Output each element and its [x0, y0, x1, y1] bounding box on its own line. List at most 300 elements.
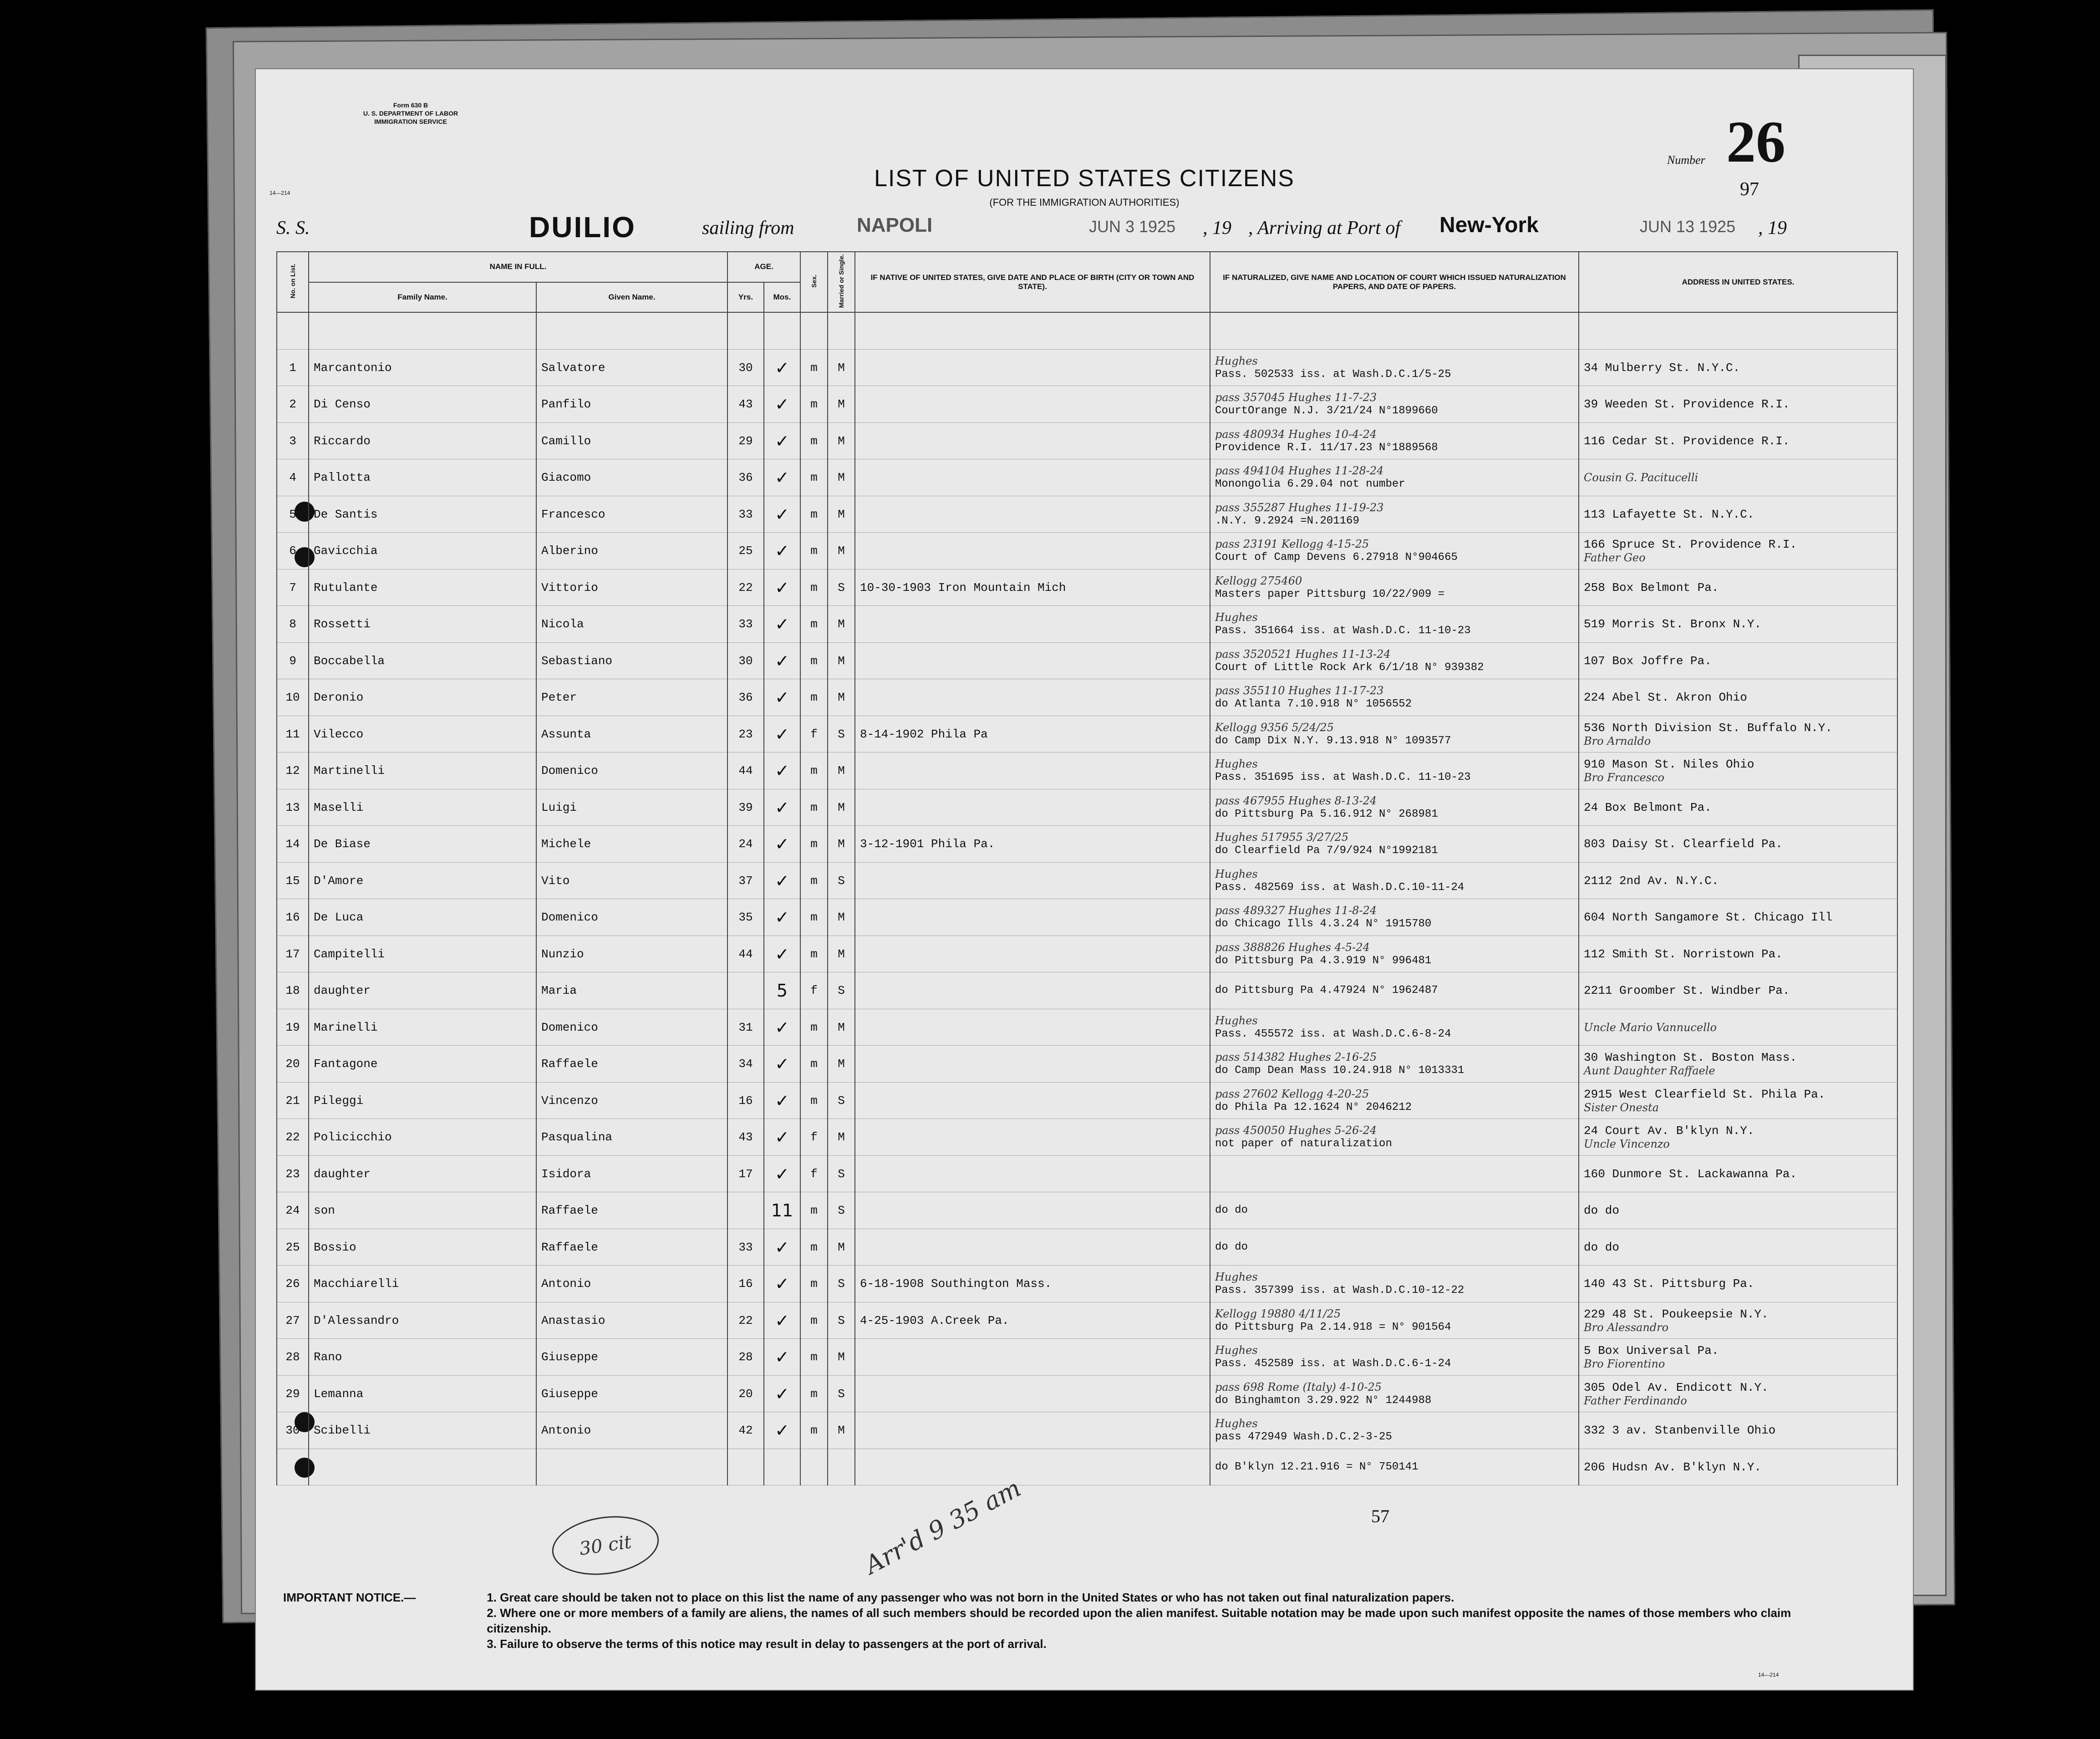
age-months	[764, 569, 800, 606]
naturalization-info-text: do Camp Dean Mass 10.24.918 N° 1013331	[1215, 1064, 1464, 1077]
marital-status-text: S	[838, 727, 845, 741]
naturalization-info	[1210, 936, 1579, 972]
marital-status-text: M	[838, 617, 845, 631]
sex-text: m	[810, 397, 818, 411]
passenger-row	[277, 1412, 1897, 1449]
family-name-text: Gavicchia	[314, 544, 378, 558]
naturalization-info	[1210, 1009, 1579, 1046]
marital-status-text: S	[838, 1313, 845, 1327]
address	[1579, 1192, 1897, 1229]
sex	[800, 716, 828, 753]
age-months	[764, 459, 800, 496]
marital-status-text: M	[838, 1020, 845, 1034]
handwritten-note: Arr'd 9 35 am	[860, 1473, 1026, 1580]
row-number	[277, 1412, 309, 1449]
handwritten-annotation: Hughes 517955 3/27/25	[1215, 831, 1349, 844]
naturalization-info-text: Court of Camp Devens 6.27918 N°904665	[1215, 551, 1458, 564]
sex-text: m	[810, 874, 818, 888]
row-number-text: 2	[289, 397, 296, 411]
row-number	[277, 1155, 309, 1192]
age-months	[764, 1119, 800, 1156]
sex-text: m	[810, 1093, 818, 1108]
sex	[800, 459, 828, 496]
header-family-name: Family Name.	[309, 282, 536, 313]
age-years	[727, 1119, 764, 1156]
row-number	[277, 679, 309, 716]
family-name-text: D'Amore	[314, 874, 364, 888]
page-number: 26	[1726, 109, 1785, 175]
passenger-row	[277, 422, 1897, 459]
given-name	[536, 569, 727, 606]
family-name	[309, 422, 536, 459]
sex-text: f	[810, 727, 818, 741]
age-years	[727, 789, 764, 826]
marital-status	[828, 642, 855, 679]
given-name-text: Pasqualina	[541, 1130, 613, 1144]
family-name-text: Campitelli	[314, 947, 385, 961]
naturalization-info	[1210, 1192, 1579, 1229]
age-years	[727, 642, 764, 679]
marital-status-text: M	[838, 691, 845, 704]
birth-info	[855, 1339, 1210, 1376]
row-number	[277, 422, 309, 459]
age-years-text: 36	[738, 691, 753, 704]
header-address: ADDRESS IN UNITED STATES.	[1579, 252, 1897, 312]
form-number: Form 630 B	[393, 102, 428, 109]
marital-status	[828, 1046, 855, 1083]
passenger-row	[277, 459, 1897, 496]
handwritten-annotation: Uncle Mario Vannucello	[1584, 1021, 1717, 1034]
age-months-text: ✓	[775, 1017, 789, 1037]
handwritten-annotation: Bro Arnaldo	[1584, 734, 1651, 747]
sex-text: m	[810, 580, 818, 595]
passenger-row	[277, 1046, 1897, 1083]
birth-info-text: 6-18-1908 Southington Mass.	[860, 1277, 1052, 1291]
address	[1579, 716, 1897, 753]
address-text: 2211 Groomber St. Windber Pa.	[1584, 984, 1790, 997]
row-number	[277, 862, 309, 899]
given-name	[536, 862, 727, 899]
naturalization-info	[1210, 789, 1579, 826]
naturalization-info-text: do do	[1215, 1204, 1248, 1216]
age-months-text: ✓	[775, 724, 789, 744]
row-number-text: 11	[285, 727, 300, 741]
sex	[800, 1155, 828, 1192]
age-months-text: ✓	[775, 541, 789, 561]
notice-item-2: 2. Where one or more members of a family are aliens, the names of all such members should be recorded upon the alien manifest. Suitable notation may be made upon such manifest opposite the names of those members who claim citizenship.	[487, 1606, 1791, 1635]
address	[1579, 422, 1897, 459]
address	[1579, 789, 1897, 826]
family-name-text: De Biase	[314, 837, 371, 851]
address	[1579, 533, 1897, 569]
address-text: do do	[1584, 1204, 1620, 1217]
marital-status	[828, 533, 855, 569]
given-name-text: Anastasio	[541, 1313, 605, 1327]
passenger-row	[277, 1155, 1897, 1192]
naturalization-info-text: do do	[1215, 1241, 1248, 1253]
sex	[800, 1375, 828, 1412]
address	[1579, 1009, 1897, 1046]
marital-status	[828, 753, 855, 789]
arrival-port: New-York	[1439, 213, 1539, 237]
passenger-row	[277, 1266, 1897, 1302]
given-name-text: Domenico	[541, 1020, 598, 1034]
age-years-text: 28	[738, 1350, 753, 1364]
age-years-text: 33	[738, 617, 753, 631]
age-years	[727, 1046, 764, 1083]
given-name-text: Giuseppe	[541, 1350, 598, 1364]
passenger-row	[277, 753, 1897, 789]
family-name	[309, 533, 536, 569]
family-name	[309, 1412, 536, 1449]
row-number	[277, 569, 309, 606]
age-months	[764, 1375, 800, 1412]
row-number-text: 10	[285, 691, 300, 704]
given-name-text: Francesco	[541, 507, 605, 521]
row-number-text: 12	[285, 764, 300, 778]
age-months	[764, 679, 800, 716]
family-name-text: Rutulante	[314, 580, 378, 595]
age-months-text: ✓	[775, 870, 789, 891]
marital-status	[828, 899, 855, 936]
row-number-text: 29	[285, 1387, 300, 1401]
naturalization-info-text: do Pittsburg Pa 2.14.918 = N° 901564	[1215, 1321, 1451, 1333]
naturalization-info-text: not paper of naturalization	[1215, 1138, 1392, 1150]
row-number	[277, 349, 309, 386]
naturalization-info-text: do Phila Pa 12.1624 N° 2046212	[1215, 1101, 1412, 1114]
birth-info	[855, 1229, 1210, 1266]
passenger-row	[277, 1375, 1897, 1412]
marital-status	[828, 862, 855, 899]
given-name	[536, 496, 727, 533]
birth-info	[855, 716, 1210, 753]
row-number	[277, 642, 309, 679]
family-name-text: Maselli	[314, 800, 364, 814]
sex-text: m	[810, 654, 818, 668]
sex-text: m	[810, 800, 818, 814]
birth-info	[855, 422, 1210, 459]
naturalization-info	[1210, 349, 1579, 386]
address-text: 116 Cedar St. Providence R.I.	[1584, 434, 1790, 448]
age-months	[764, 422, 800, 459]
family-name-text: Rano	[314, 1350, 342, 1364]
birth-info	[855, 1082, 1210, 1119]
family-name	[309, 972, 536, 1009]
age-years-text: 33	[738, 1240, 753, 1254]
family-name	[309, 1449, 536, 1485]
birth-info	[855, 1155, 1210, 1192]
marital-status	[828, 1449, 855, 1485]
given-name	[536, 753, 727, 789]
age-years-text: 34	[738, 1057, 753, 1071]
birth-info	[855, 1046, 1210, 1083]
age-years	[727, 1339, 764, 1376]
naturalization-info-text: Pass. 502533 iss. at Wash.D.C.1/5-25	[1215, 368, 1451, 381]
sex-text: m	[810, 947, 818, 961]
address-text: 910 Mason St. Niles Ohio	[1584, 758, 1754, 771]
departure-port: NAPOLI	[857, 214, 933, 236]
family-name	[309, 1339, 536, 1376]
row-number	[277, 1009, 309, 1046]
address-text: 39 Weeden St. Providence R.I.	[1584, 397, 1790, 411]
given-name-text: Domenico	[541, 910, 598, 924]
age-years-text: 25	[738, 544, 753, 558]
given-name-text: Camillo	[541, 434, 591, 448]
marital-status-text: S	[838, 984, 845, 997]
given-name-text: Nicola	[541, 617, 584, 631]
notice-item-1: 1. Great care should be taken not to place on this list the name of any passenger who was not born in the United States or who has not taken out final naturalization papers.	[487, 1591, 1454, 1604]
handwritten-annotation: Hughes	[1215, 354, 1258, 367]
birth-info	[855, 569, 1210, 606]
naturalization-info	[1210, 1082, 1579, 1119]
row-number-text: 9	[289, 654, 296, 668]
family-name-text: daughter	[314, 984, 371, 997]
marital-status	[828, 972, 855, 1009]
address	[1579, 679, 1897, 716]
handwritten-annotation: pass 355110 Hughes 11-17-23	[1215, 684, 1384, 697]
row-number-text: 6	[289, 544, 296, 558]
arriving-label: , Arriving at Port of	[1248, 218, 1401, 239]
row-number-text: 25	[285, 1240, 300, 1254]
age-months-text: ✓	[775, 1237, 789, 1257]
voyage-line	[256, 206, 1913, 251]
naturalization-info-text: Monongolia 6.29.04 not number	[1215, 478, 1405, 490]
age-years	[727, 1192, 764, 1229]
row-number-text: 20	[285, 1057, 300, 1071]
age-years-text: 23	[738, 727, 753, 741]
family-name	[309, 826, 536, 863]
given-name	[536, 716, 727, 753]
naturalization-info-text: do Clearfield Pa 7/9/924 N°1992181	[1215, 844, 1438, 857]
birth-info	[855, 496, 1210, 533]
given-name-text: Antonio	[541, 1424, 591, 1437]
handwritten-annotation: Father Geo	[1584, 551, 1646, 564]
sex	[800, 606, 828, 643]
naturalization-info-text: .N.Y. 9.2924 =N.201169	[1215, 514, 1359, 527]
sex-text: m	[810, 617, 818, 631]
family-name	[309, 936, 536, 972]
given-name	[536, 1192, 727, 1229]
age-months	[764, 1155, 800, 1192]
address-text: 803 Daisy St. Clearfield Pa.	[1584, 837, 1783, 851]
birth-info	[855, 972, 1210, 1009]
age-months-text: ✓	[775, 1090, 789, 1111]
handwritten-annotation: Father Ferdinando	[1584, 1394, 1687, 1407]
age-years-text: 16	[738, 1277, 753, 1291]
passenger-row	[277, 679, 1897, 716]
row-number-text: 24	[285, 1204, 300, 1217]
row-number	[277, 972, 309, 1009]
family-name-text: De Santis	[314, 507, 378, 521]
marital-status-text: S	[838, 1277, 845, 1291]
family-name	[309, 496, 536, 533]
family-name	[309, 1155, 536, 1192]
given-name-text: Giuseppe	[541, 1387, 598, 1401]
given-name	[536, 1449, 727, 1485]
marital-status	[828, 1375, 855, 1412]
address	[1579, 1412, 1897, 1449]
given-name-text: Vito	[541, 874, 570, 888]
age-years	[727, 899, 764, 936]
family-name	[309, 679, 536, 716]
family-name-text: Fantagone	[314, 1057, 378, 1071]
row-number	[277, 1302, 309, 1339]
handwritten-annotation: Hughes	[1215, 758, 1258, 770]
sex-text: m	[810, 1313, 818, 1327]
row-number-text: 28	[285, 1350, 300, 1364]
given-name	[536, 1119, 727, 1156]
given-name-text: Salvatore	[541, 361, 605, 375]
form-header	[342, 101, 479, 126]
row-number	[277, 1266, 309, 1302]
family-name	[309, 1229, 536, 1266]
naturalization-info-text: Pass. 351664 iss. at Wash.D.C. 11-10-23	[1215, 625, 1471, 637]
age-years	[727, 972, 764, 1009]
naturalization-info	[1210, 1375, 1579, 1412]
sex	[800, 1339, 828, 1376]
handwritten-annotation: pass 698 Rome (Italy) 4-10-25	[1215, 1380, 1382, 1393]
marital-status-text: M	[838, 654, 845, 668]
age-months-text: 11	[771, 1200, 793, 1220]
age-months	[764, 936, 800, 972]
passenger-row	[277, 606, 1897, 643]
address-text: 258 Box Belmont Pa.	[1584, 580, 1719, 595]
marital-status-text: M	[838, 764, 845, 778]
sex	[800, 753, 828, 789]
given-name	[536, 1412, 727, 1449]
sex-text: m	[810, 1204, 818, 1217]
row-number-text: 13	[285, 800, 300, 814]
address-text: 166 Spruce St. Providence R.I.	[1584, 538, 1797, 551]
address	[1579, 862, 1897, 899]
notice-item-3: 3. Failure to observe the terms of this notice may result in delay to passengers at the port of arrival.	[487, 1637, 1047, 1651]
sex	[800, 1009, 828, 1046]
header-given-name: Given Name.	[536, 282, 727, 313]
naturalization-info-text: Providence R.I. 11/17.23 N°1889568	[1215, 441, 1438, 454]
row-number-text: 22	[285, 1130, 300, 1144]
passenger-row	[277, 789, 1897, 826]
sex-text: f	[810, 984, 818, 997]
age-years	[727, 1375, 764, 1412]
naturalization-info-text: Pass. 452589 iss. at Wash.D.C.6-1-24	[1215, 1358, 1451, 1370]
birth-info	[855, 606, 1210, 643]
family-name	[309, 1119, 536, 1156]
row-number-text: 3	[289, 434, 296, 448]
family-name-text: Riccardo	[314, 434, 371, 448]
row-number	[277, 899, 309, 936]
handwritten-annotation: pass 467955 Hughes 8-13-24	[1215, 794, 1377, 807]
blank-row	[277, 312, 1897, 349]
birth-info	[855, 1302, 1210, 1339]
page-count: 57	[1371, 1506, 1389, 1526]
age-months-text: ✓	[775, 1420, 789, 1440]
address-text: 536 North Division St. Buffalo N.Y.	[1584, 721, 1833, 735]
age-months	[764, 349, 800, 386]
age-years-text: 17	[738, 1167, 753, 1181]
marital-status-text: M	[838, 397, 845, 411]
birth-info-text: 10-30-1903 Iron Mountain Mich	[860, 580, 1066, 595]
age-years	[727, 1449, 764, 1485]
row-number	[277, 753, 309, 789]
birth-info	[855, 386, 1210, 423]
given-name	[536, 459, 727, 496]
age-years-text: 36	[738, 471, 753, 484]
naturalization-info-text: do Camp Dix N.Y. 9.13.918 N° 1093577	[1215, 734, 1451, 747]
naturalization-info-text: do Atlanta 7.10.918 N° 1056552	[1215, 698, 1412, 710]
family-name-text: Macchiarelli	[314, 1277, 399, 1291]
birth-info	[855, 753, 1210, 789]
header-naturalized: IF NATURALIZED, GIVE NAME AND LOCATION OF COURT WHICH ISSUED NATURALIZATION PAPERS, AND DATE OF PAPERS.	[1210, 252, 1579, 312]
given-name	[536, 642, 727, 679]
address-text: 224 Abel St. Akron Ohio	[1584, 691, 1747, 704]
handwritten-annotation: Hughes	[1215, 1271, 1258, 1283]
birth-info	[855, 1009, 1210, 1046]
age-months	[764, 386, 800, 423]
sex	[800, 533, 828, 569]
passenger-row	[277, 496, 1897, 533]
marital-status	[828, 679, 855, 716]
year-suffix: , 19	[1758, 218, 1787, 239]
age-years-text: 20	[738, 1387, 753, 1401]
sex	[800, 936, 828, 972]
age-months-text: ✓	[775, 577, 789, 598]
sex-text: m	[810, 507, 818, 521]
birth-info	[855, 679, 1210, 716]
page-title: LIST OF UNITED STATES CITIZENS	[874, 165, 1295, 192]
marital-status-text: M	[838, 434, 845, 448]
naturalization-info-text: Court of Little Rock Ark 6/1/18 N° 939382	[1215, 661, 1484, 674]
family-name-text: Vilecco	[314, 727, 364, 741]
form-code: 14—214	[269, 190, 290, 196]
row-number-text: 26	[285, 1277, 300, 1291]
address-text: 2915 West Clearfield St. Phila Pa.	[1584, 1087, 1825, 1101]
handwritten-annotation: pass 489327 Hughes 11-8-24	[1215, 904, 1377, 917]
address-text: 24 Court Av. B'klyn N.Y.	[1584, 1124, 1754, 1138]
handwritten-annotation: pass 357045 Hughes 11-7-23	[1215, 391, 1377, 404]
sex	[800, 642, 828, 679]
handwritten-annotation: pass 388826 Hughes 4-5-24	[1215, 941, 1370, 954]
birth-info	[855, 1449, 1210, 1485]
family-name-text: Scibelli	[314, 1424, 371, 1437]
sex	[800, 1082, 828, 1119]
given-name	[536, 899, 727, 936]
handwritten-annotation: pass 355287 Hughes 11-19-23	[1215, 501, 1384, 514]
age-months	[764, 826, 800, 863]
address	[1579, 459, 1897, 496]
marital-status-text: S	[838, 1387, 845, 1401]
notice-items	[487, 1590, 1848, 1652]
sex-text: m	[810, 691, 818, 704]
given-name-text: Nunzio	[541, 947, 584, 961]
marital-status	[828, 496, 855, 533]
naturalization-info-text: pass 472949 Wash.D.C.2-3-25	[1215, 1431, 1392, 1443]
age-months	[764, 716, 800, 753]
row-number	[277, 1229, 309, 1266]
row-number	[277, 533, 309, 569]
age-months-text: ✓	[775, 1310, 789, 1331]
given-name	[536, 386, 727, 423]
row-number-text: 15	[285, 874, 300, 888]
marital-status	[828, 716, 855, 753]
family-name-text: Di Censo	[314, 397, 371, 411]
marital-status-text: M	[838, 507, 845, 521]
given-name	[536, 422, 727, 459]
sex	[800, 1119, 828, 1156]
birth-info	[855, 899, 1210, 936]
family-name	[309, 459, 536, 496]
birth-info	[855, 826, 1210, 863]
family-name-text: Deronio	[314, 691, 364, 704]
